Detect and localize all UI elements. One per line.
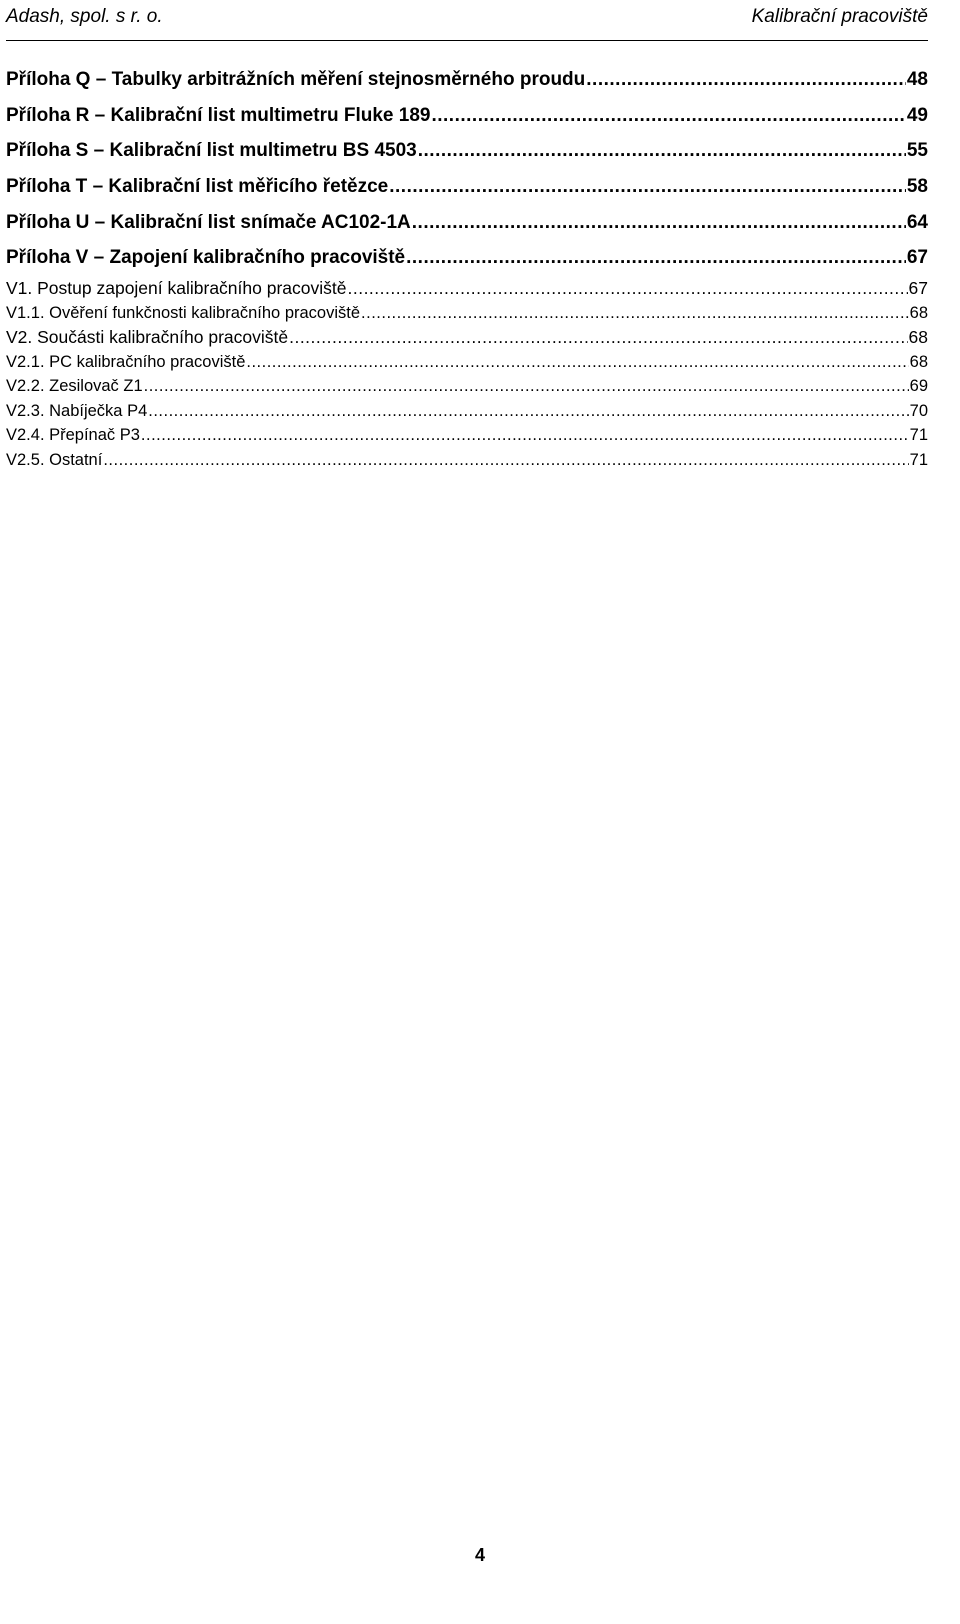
toc-entry-title: Příloha U – Kalibrační list snímače AC102-1A: [6, 211, 411, 233]
toc-entry[interactable]: [6, 98, 928, 134]
toc-entry-page: 67: [906, 247, 928, 269]
toc-entry[interactable]: [6, 448, 928, 473]
toc-leader: [389, 169, 906, 205]
toc-entry-title: V2.1. PC kalibračního pracoviště: [6, 352, 246, 371]
toc-leader: [148, 399, 908, 424]
toc-entry-page: 58: [906, 176, 928, 198]
toc-entry[interactable]: [6, 350, 928, 375]
toc-entry-page: 71: [909, 450, 928, 469]
toc-leader: [406, 240, 906, 276]
page-header: [6, 0, 928, 41]
toc-entry-title: Příloha S – Kalibrační list multimetru BS 4503: [6, 140, 417, 162]
toc-entry-page: 64: [906, 211, 928, 233]
toc-leader: [246, 350, 908, 375]
toc-entry-page: 49: [906, 104, 928, 126]
toc-leader: [586, 62, 906, 98]
toc-entry[interactable]: [6, 301, 928, 326]
toc-entry[interactable]: [6, 240, 928, 276]
toc-leader: [361, 301, 909, 326]
toc-entry-title: V2. Součásti kalibračního pracoviště: [6, 327, 289, 348]
toc-leader: [418, 133, 906, 169]
toc-entry-title: Příloha V – Zapojení kalibračního pracoviště: [6, 247, 406, 269]
toc-entry[interactable]: [6, 374, 928, 399]
toc-entry-page: 68: [909, 352, 928, 371]
page-number: 4: [474, 1545, 485, 1565]
toc-entry-page: 55: [906, 140, 928, 162]
toc-entry-page: 68: [908, 327, 928, 348]
toc-leader: [412, 205, 906, 241]
toc-entry-title: Příloha T – Kalibrační list měřicího řetězce: [6, 176, 389, 198]
toc-entry[interactable]: [6, 276, 928, 301]
toc-entry-page: 69: [909, 377, 928, 396]
toc-leader: [103, 448, 908, 473]
toc-entry-title: V2.4. Přepínač P3: [6, 426, 140, 445]
toc-entry[interactable]: [6, 325, 928, 350]
toc-entry-title: V2.3. Nabíječka P4: [6, 401, 148, 420]
toc-entry[interactable]: [6, 205, 928, 241]
toc-entry-page: 67: [908, 278, 928, 299]
toc-entry-title: Příloha Q – Tabulky arbitrážních měření stejnosměrného proudu: [6, 69, 586, 90]
toc-entry[interactable]: [6, 399, 928, 424]
toc-leader: [141, 423, 909, 448]
toc-entry[interactable]: [6, 423, 928, 448]
header-company: Adash, spol. s r. o.: [6, 6, 163, 27]
toc-entry-title: V1.1. Ověření funkčnosti kalibračního pracoviště: [6, 303, 361, 322]
toc-entry-title: V2.5. Ostatní: [6, 450, 103, 469]
toc-leader: [144, 374, 909, 399]
toc-leader: [289, 325, 907, 350]
toc-leader: [431, 98, 905, 134]
table-of-contents: [6, 62, 928, 472]
toc-entry-page: 68: [909, 303, 928, 322]
toc-entry[interactable]: [6, 169, 928, 205]
toc-entry-title: V2.2. Zesilovač Z1: [6, 377, 143, 396]
toc-entry[interactable]: [6, 133, 928, 169]
toc-entry[interactable]: [6, 62, 928, 98]
toc-entry-title: Příloha R – Kalibrační list multimetru Fluke 189: [6, 104, 431, 126]
toc-entry-title: V1. Postup zapojení kalibračního pracoviště: [6, 278, 347, 299]
toc-leader: [347, 276, 907, 301]
toc-entry-page: 70: [909, 401, 928, 420]
toc-entry-page: 48: [906, 69, 928, 90]
toc-entry-page: 71: [909, 426, 928, 445]
header-section: Kalibrační pracoviště: [751, 6, 928, 27]
